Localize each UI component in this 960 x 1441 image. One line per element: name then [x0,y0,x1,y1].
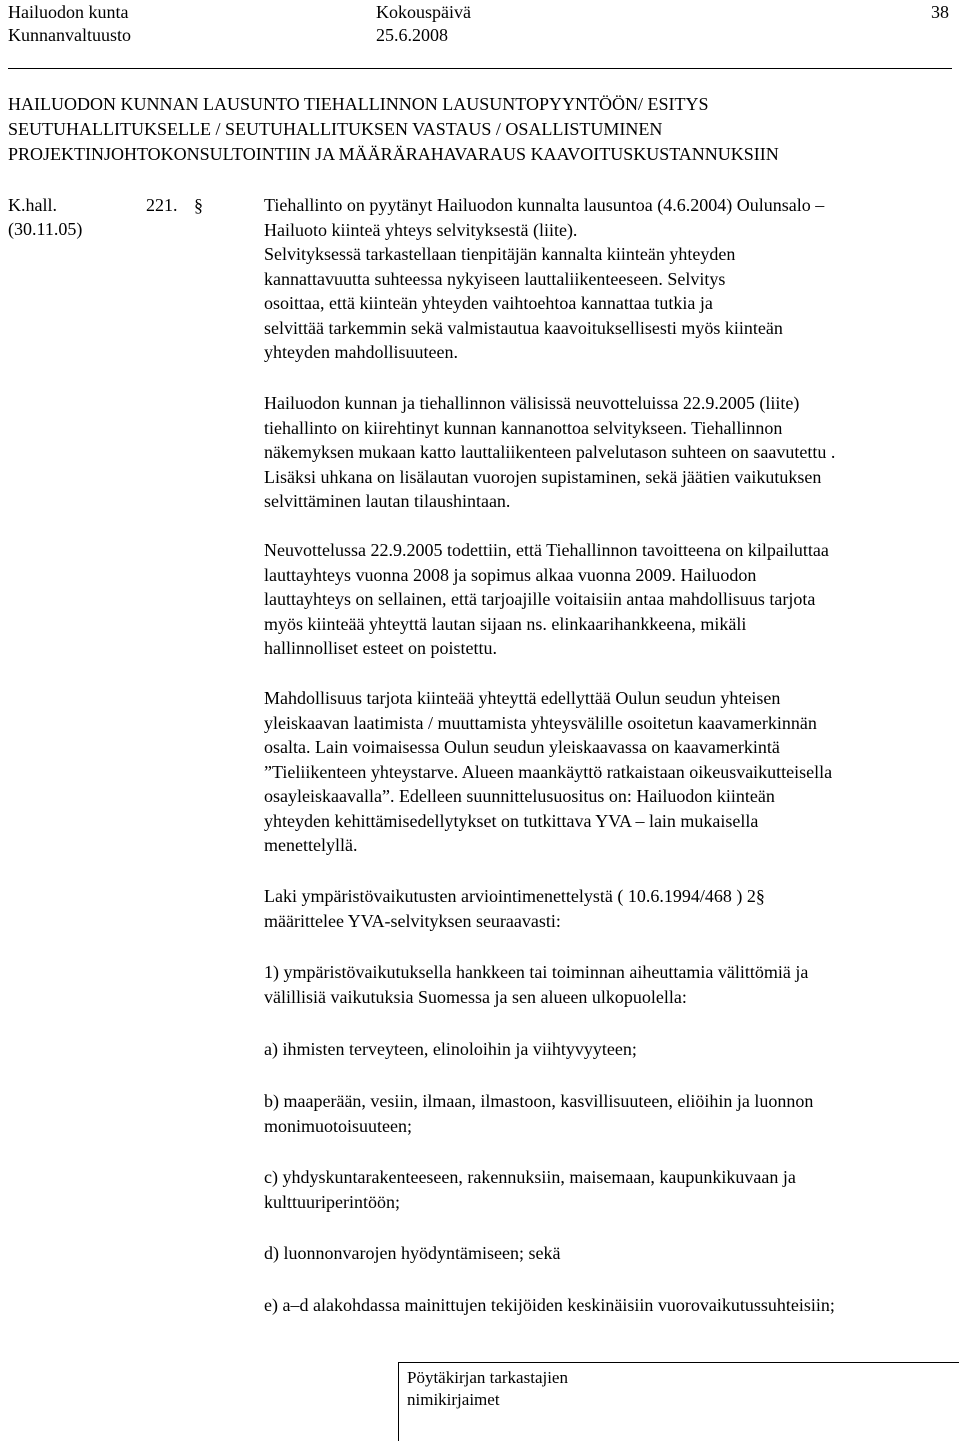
paragraph-line: kannattavuutta suhteessa nykyiseen lauttaliikenteeseen. Selvitys [264,268,726,289]
paragraph-master-plan [264,686,954,858]
initials-label-line: nimikirjaimet [407,1390,500,1409]
paragraph-negotiations [264,391,954,514]
title-line: SEUTUHALLITUKSELLE / SEUTUHALLITUKSEN VASTAUS / OSALLISTUMINEN [8,119,663,139]
paragraph-line: c) yhdyskuntarakenteeseen, rakennuksiin, maisemaan, kaupunkikuvaan ja [264,1167,796,1187]
paragraph-line: kulttuuriperintöön; [264,1191,400,1212]
paragraph-line: yhteyden mahdollisuuteen. [264,342,458,362]
paragraph-line: lauttayhteys vuonna 2008 ja sopimus alkaa vuonna 2009. Hailuodon [264,564,757,585]
paragraph-line: b) maaperään, vesiin, ilmaan, ilmastoon, kasvillisuuteen, eliöihin ja luonnon [264,1091,814,1111]
paragraph-line: Lisäksi uhkana on lisälautan vuorojen supistaminen, sekä jäätien vaikutuksen [264,466,822,487]
initials-label-line: Pöytäkirjan tarkastajien [407,1368,568,1387]
paragraph-line: hallinnolliset esteet on poistettu. [264,638,497,658]
paragraph-line: yleiskaavan laatimista / muuttamista yhteysvälille osoitetun kaavamerkinnän [264,712,817,733]
paragraph-line: lauttayhteys on sellainen, että tarjoajille voitaisiin antaa mahdollisuus tarjota [264,589,816,609]
header-municipality: Hailuodon kunta [8,2,129,22]
paragraph-line: menettelyllä. [264,835,358,855]
paragraph-line: Hailuodon kunnan ja tiehallinnon välisissä neuvotteluissa 22.9.2005 (liite) [264,393,800,413]
paragraph-line: Hailuoto kiinteä yhteys selvityksestä (liite). [264,219,578,240]
paragraph-line: ”Tieliikenteen yhteystarve. Alueen maankäyttö ratkaistaan oikeusvaikutteisella [264,761,833,782]
document-title [8,92,958,167]
paragraph-definition [264,960,954,1009]
header-divider [8,68,952,69]
paragraph-line: Laki ympäristövaikutusten arviointimenettelystä ( 10.6.1994/468 ) 2§ [264,886,765,906]
paragraph-line: selvittäminen lautan tilaushintaan. [264,491,511,511]
paragraph-line: myös kiinteää yhteyttä lautan sijaan ns. elinkaarihankkeena, mikäli [264,613,747,634]
paragraph-line: näkemyksen mukaan katto lauttaliikenteen palvelutason suhteen on saavutettu . [264,442,836,462]
paragraph-line: a) ihmisten terveyteen, elinoloihin ja viihtyvyyteen; [264,1039,637,1059]
header-date-value: 25.6.2008 [376,25,448,45]
paragraph-line: Selvityksessä tarkastellaan tienpitäjän kannalta kiinteän yhteyden [264,244,736,264]
title-line: HAILUODON KUNNAN LAUSUNTO TIEHALLINNON LAUSUNTOPYYNTÖÖN/ ESITYS [8,94,709,114]
paragraph-line: e) a–d alakohdassa mainittujen tekijöiden keskinäisiin vuorovaikutussuhteisiin; [264,1295,835,1315]
list-item-e [264,1293,954,1318]
paragraph-line: tiehallinto on kiirehtinyt kunnan kannanottoa selvitykseen. Tiehallinnon [264,417,783,438]
paragraph-ferry [264,538,954,661]
title-line: PROJEKTINJOHTOKONSULTOINTIIN JA MÄÄRÄRAHAVARAUS KAAVOITUSKUSTANNUKSIIN [8,144,779,164]
section-sign: § [194,195,203,215]
section-number: 221. [146,195,178,215]
paragraph-request [264,193,954,365]
paragraph-line: Mahdollisuus tarjota kiinteää yhteyttä edellyttää Oulun seudun yhteisen [264,688,781,708]
initials-box [398,1362,959,1441]
paragraph-line: d) luonnonvarojen hyödyntämiseen; sekä [264,1243,561,1263]
paragraph-line: 1) ympäristövaikutuksella hankkeen tai toiminnan aiheuttamia välittömiä ja [264,962,809,982]
list-item-a [264,1037,954,1062]
paragraph-line: välillisiä vaikutuksia Suomessa ja sen alueen ulkopuolella: [264,986,687,1007]
paragraph-line: osayleiskaavalla”. Edelleen suunnittelusuositus on: Hailuodon kiinteän [264,786,775,806]
list-item-b [264,1089,954,1138]
header-date-label: Kokouspäivä [376,2,471,22]
list-item-d [264,1241,954,1266]
paragraph-line: määrittelee YVA-selvityksen seuraavasti: [264,910,561,931]
item-ref-line1: K.hall. [8,195,57,215]
item-ref-line2: (30.11.05) [8,219,83,239]
paragraph-line: selvittää tarkemmin sekä valmistautua kaavoituksellisesti myös kiinteän [264,317,783,338]
initials-label [407,1367,568,1411]
page-number: 38 [931,2,949,22]
paragraph-law [264,884,954,933]
paragraph-line: yhteyden kehittämisedellytykset on tutkittava YVA – lain mukaisella [264,810,759,831]
paragraph-line: Neuvottelussa 22.9.2005 todettiin, että Tiehallinnon tavoitteena on kilpailuttaa [264,540,829,560]
paragraph-line: osalta. Lain voimaisessa Oulun seudun yleiskaavassa on kaavamerkintä [264,737,780,757]
paragraph-line: Tiehallinto on pyytänyt Hailuodon kunnalta lausuntoa (4.6.2004) Oulunsalo – [264,195,825,215]
paragraph-line: monimuotoisuuteen; [264,1115,412,1136]
paragraph-line: osoittaa, että kiinteän yhteyden vaihtoehtoa kannattaa tutkia ja [264,293,713,313]
header-body-name: Kunnanvaltuusto [8,25,131,45]
list-item-c [264,1165,954,1214]
